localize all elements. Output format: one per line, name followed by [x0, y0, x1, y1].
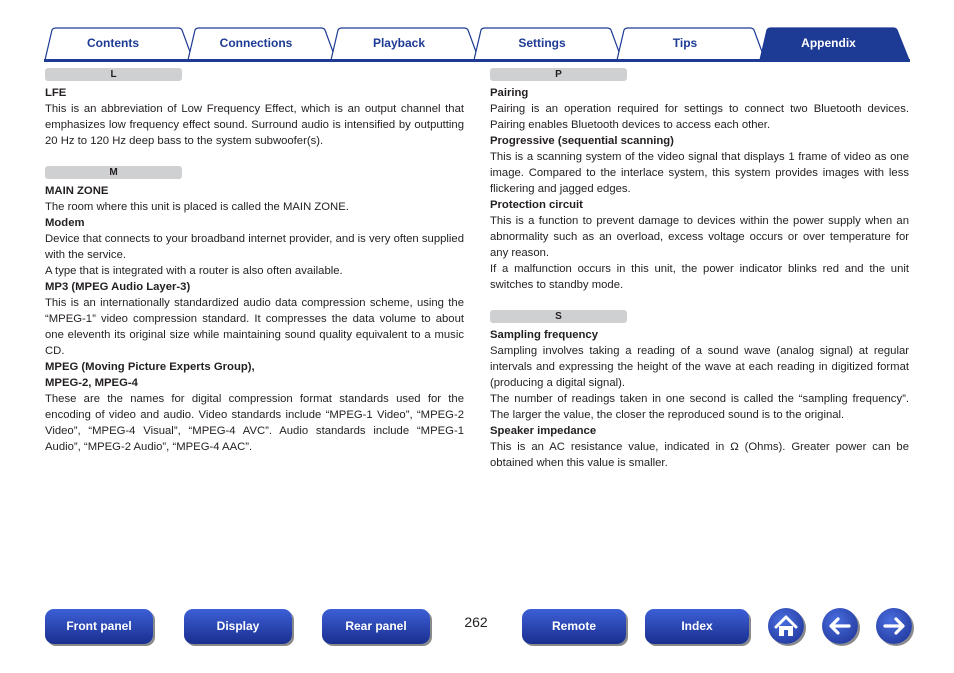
front-panel-button[interactable]: Front panel	[45, 609, 153, 644]
definition-speaker-impedance: This is an AC resistance value, indicated in Ω (Ohms). Greater power can be obtained when this value is smaller.	[490, 441, 909, 469]
tab-connections[interactable]	[187, 27, 337, 60]
index-button[interactable]: Index	[645, 609, 749, 644]
tab-appendix[interactable]	[759, 27, 910, 60]
definition-progressive: This is a scanning system of the video signal that displays 1 frame of video as one image. Compared to the interlace system, this system provides images with less flickering and jagged edges.	[490, 151, 909, 195]
tab-label: Playback	[372, 36, 426, 50]
definition-mp3: This is an internationally standardized audio data compression scheme, using the “MPEG-1” video compression standard. It compresses the data volume to about one eleventh its original size while maintaining sound quality equivalent to a music CD.	[45, 297, 464, 357]
back-button[interactable]	[822, 608, 858, 644]
section-header-p: P	[490, 68, 627, 81]
home-icon	[768, 608, 804, 644]
definition-protection-circuit: This is a function to prevent damage to devices within the power supply when an abnormality such as an overload, excess voltage occurs or over temperature for any reason.	[490, 215, 909, 259]
tab-label: Tips	[672, 36, 698, 50]
definition-sampling-frequency-note: The number of readings taken in one second is called the “sampling frequency”. The larger the value, the closer the reproduced sound is to the original.	[490, 393, 909, 421]
term-sampling-frequency: Sampling frequency	[490, 329, 598, 341]
tab-contents[interactable]	[44, 27, 194, 60]
right-column	[490, 67, 909, 471]
definition-protection-circuit-note: If a malfunction occurs in this unit, the power indicator blinks red and the unit switches to standby mode.	[490, 263, 909, 291]
forward-arrow-icon	[876, 608, 912, 644]
term-progressive: Progressive (sequential scanning)	[490, 135, 674, 147]
tab-label: Settings	[518, 36, 566, 50]
tab-underline	[44, 59, 910, 62]
home-button[interactable]	[768, 608, 804, 644]
term-main-zone: MAIN ZONE	[45, 185, 109, 197]
tab-settings[interactable]	[473, 27, 623, 60]
term-mpeg: MPEG (Moving Picture Experts Group),	[45, 361, 255, 373]
section-header-m: M	[45, 166, 182, 179]
definition-main-zone: The room where this unit is placed is called the MAIN ZONE.	[45, 201, 349, 213]
definition-lfe: This is an abbreviation of Low Frequency Effect, which is an output channel that emphasizes low frequency effect sound. Surround audio is intensified by outputting 20 Hz to 120 Hz deep bass to the system subwoofer(s).	[45, 103, 464, 147]
remote-button[interactable]: Remote	[522, 609, 626, 644]
term-protection-circuit: Protection circuit	[490, 199, 583, 211]
term-pairing: Pairing	[490, 87, 529, 99]
term-mp3: MP3 (MPEG Audio Layer-3)	[45, 281, 191, 293]
page-number: 262	[464, 614, 488, 630]
term-modem: Modem	[45, 217, 85, 229]
section-header-l: L	[45, 68, 182, 81]
tab-tips[interactable]	[616, 27, 766, 60]
term-lfe: LFE	[45, 87, 67, 99]
term-mpeg-2-4: MPEG-2, MPEG-4	[45, 377, 138, 389]
term-speaker-impedance: Speaker impedance	[490, 425, 597, 437]
tab-label: Contents	[87, 36, 139, 50]
section-header-s: S	[490, 310, 627, 323]
tab-bar	[44, 27, 910, 61]
back-arrow-icon	[822, 608, 858, 644]
tab-label: Appendix	[801, 36, 856, 50]
tab-label: Connections	[219, 36, 293, 50]
definition-pairing: Pairing is an operation required for settings to connect two Bluetooth devices. Pairing enables Bluetooth devices to access each other.	[490, 103, 909, 131]
tab-playback[interactable]	[330, 27, 480, 60]
display-button[interactable]: Display	[184, 609, 292, 644]
forward-button[interactable]	[876, 608, 912, 644]
rear-panel-button[interactable]: Rear panel	[322, 609, 430, 644]
definition-modem-note: A type that is integrated with a router is also often available.	[45, 265, 343, 277]
left-column	[45, 67, 464, 455]
definition-sampling-frequency: Sampling involves taking a reading of a sound wave (analog signal) at regular intervals and expressing the height of the wave at each reading in digitized format (producing a digital signal).	[490, 345, 909, 389]
definition-mpeg: These are the names for digital compression format standards used for the encoding of video and audio. Video standards include “MPEG-1 Video”, “MPEG-2 Video”, “MPEG-4 Visual”, “MPEG-4 AVC”. Audio standards include “MPEG-1 Audio”, “MPEG-2 Audio”, “MPEG-4 AAC”.	[45, 393, 464, 453]
definition-modem: Device that connects to your broadband internet provider, and is very often supplied with the service.	[45, 233, 464, 261]
